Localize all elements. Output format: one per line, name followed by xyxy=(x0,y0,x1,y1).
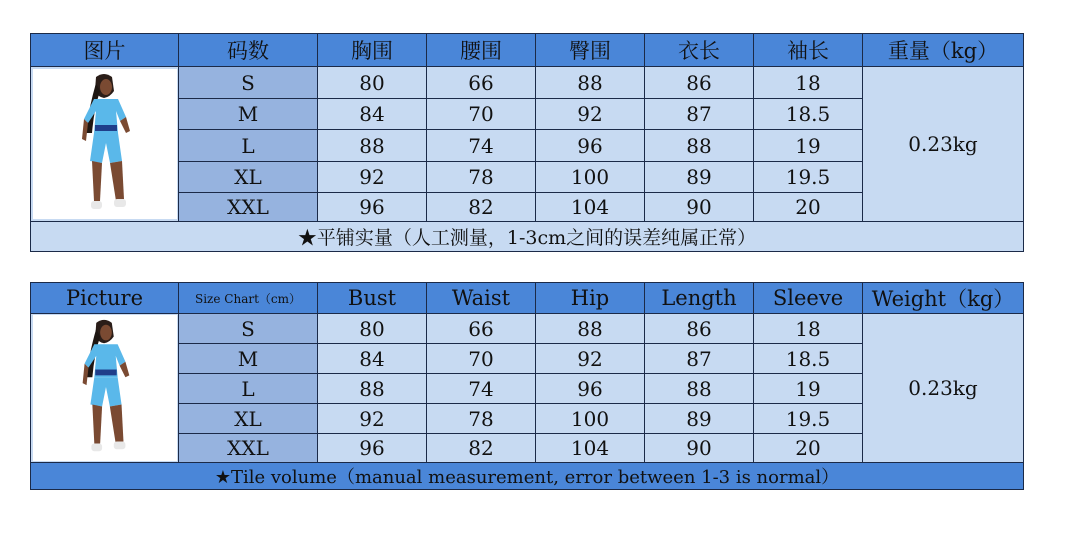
length-value: 89 xyxy=(645,162,754,193)
header-length: Length xyxy=(645,283,754,314)
bust-value: 88 xyxy=(318,374,427,404)
waist-value: 74 xyxy=(427,374,536,404)
hip-value: 104 xyxy=(536,193,645,222)
woman-romper-icon xyxy=(60,71,150,217)
length-value: 87 xyxy=(645,344,754,374)
size-label: XXL xyxy=(179,193,318,222)
header-weight: Weight（kg） xyxy=(863,283,1024,314)
size-chart-english xyxy=(30,282,1024,490)
size-label: L xyxy=(179,130,318,162)
table-row xyxy=(31,67,1024,99)
header-bust: Bust xyxy=(318,283,427,314)
header-size: Size Chart（cm） xyxy=(179,283,318,314)
header-length: 衣长 xyxy=(645,34,754,67)
header-picture: 图片 xyxy=(31,34,179,67)
measurement-note: ★Tile volume（manual measurement, error between 1-3 is normal） xyxy=(31,463,1024,490)
length-value: 88 xyxy=(645,374,754,404)
sleeve-value: 19.5 xyxy=(754,162,863,193)
waist-value: 74 xyxy=(427,130,536,162)
measurement-note: ★平铺实量（人工测量，1-3cm之间的误差纯属正常） xyxy=(31,222,1024,252)
bust-value: 88 xyxy=(318,130,427,162)
length-value: 87 xyxy=(645,99,754,130)
bust-value: 96 xyxy=(318,193,427,222)
bust-value: 84 xyxy=(318,344,427,374)
hip-value: 104 xyxy=(536,434,645,463)
sleeve-value: 18.5 xyxy=(754,344,863,374)
woman-romper-icon xyxy=(60,317,150,459)
size-chart-chinese xyxy=(30,33,1024,252)
waist-value: 70 xyxy=(427,99,536,130)
waist-value: 82 xyxy=(427,434,536,463)
size-label: M xyxy=(179,99,318,130)
sleeve-value: 18.5 xyxy=(754,99,863,130)
length-value: 86 xyxy=(645,314,754,344)
sleeve-value: 18 xyxy=(754,314,863,344)
weight-value: 0.23kg xyxy=(863,67,1024,222)
note-row xyxy=(31,463,1024,490)
waist-value: 66 xyxy=(427,314,536,344)
length-value: 88 xyxy=(645,130,754,162)
product-photo xyxy=(33,315,177,461)
hip-value: 100 xyxy=(536,162,645,193)
size-label: XL xyxy=(179,162,318,193)
bust-value: 96 xyxy=(318,434,427,463)
note-row xyxy=(31,222,1024,252)
hip-value: 88 xyxy=(536,67,645,99)
header-hip: Hip xyxy=(536,283,645,314)
sleeve-value: 20 xyxy=(754,193,863,222)
header-waist: Waist xyxy=(427,283,536,314)
header-picture: Picture xyxy=(31,283,179,314)
header-weight: 重量（kg） xyxy=(863,34,1024,67)
sleeve-value: 19 xyxy=(754,130,863,162)
length-value: 89 xyxy=(645,404,754,434)
waist-value: 78 xyxy=(427,404,536,434)
length-value: 90 xyxy=(645,434,754,463)
hip-value: 88 xyxy=(536,314,645,344)
sleeve-value: 19 xyxy=(754,374,863,404)
size-label: S xyxy=(179,67,318,99)
table-row xyxy=(31,314,1024,344)
waist-value: 78 xyxy=(427,162,536,193)
bust-value: 80 xyxy=(318,314,427,344)
waist-value: 66 xyxy=(427,67,536,99)
sleeve-value: 18 xyxy=(754,67,863,99)
length-value: 90 xyxy=(645,193,754,222)
hip-value: 100 xyxy=(536,404,645,434)
sleeve-value: 19.5 xyxy=(754,404,863,434)
header-size: 码数 xyxy=(179,34,318,67)
sleeve-value: 20 xyxy=(754,434,863,463)
header-sleeve: 袖长 xyxy=(754,34,863,67)
header-sleeve: Sleeve xyxy=(754,283,863,314)
size-label: M xyxy=(179,344,318,374)
bust-value: 80 xyxy=(318,67,427,99)
bust-value: 92 xyxy=(318,404,427,434)
weight-value: 0.23kg xyxy=(863,314,1024,463)
size-label: XL xyxy=(179,404,318,434)
hip-value: 92 xyxy=(536,99,645,130)
header-row xyxy=(31,34,1024,67)
length-value: 86 xyxy=(645,67,754,99)
waist-value: 70 xyxy=(427,344,536,374)
bust-value: 84 xyxy=(318,99,427,130)
bust-value: 92 xyxy=(318,162,427,193)
hip-value: 96 xyxy=(536,130,645,162)
header-waist: 腰围 xyxy=(427,34,536,67)
product-photo xyxy=(33,69,177,219)
waist-value: 82 xyxy=(427,193,536,222)
size-label: S xyxy=(179,314,318,344)
hip-value: 96 xyxy=(536,374,645,404)
header-hip: 臀围 xyxy=(536,34,645,67)
header-row xyxy=(31,283,1024,314)
header-bust: 胸围 xyxy=(318,34,427,67)
size-label: XXL xyxy=(179,434,318,463)
hip-value: 92 xyxy=(536,344,645,374)
product-photo-cell xyxy=(31,314,179,463)
size-label: L xyxy=(179,374,318,404)
product-photo-cell xyxy=(31,67,179,222)
